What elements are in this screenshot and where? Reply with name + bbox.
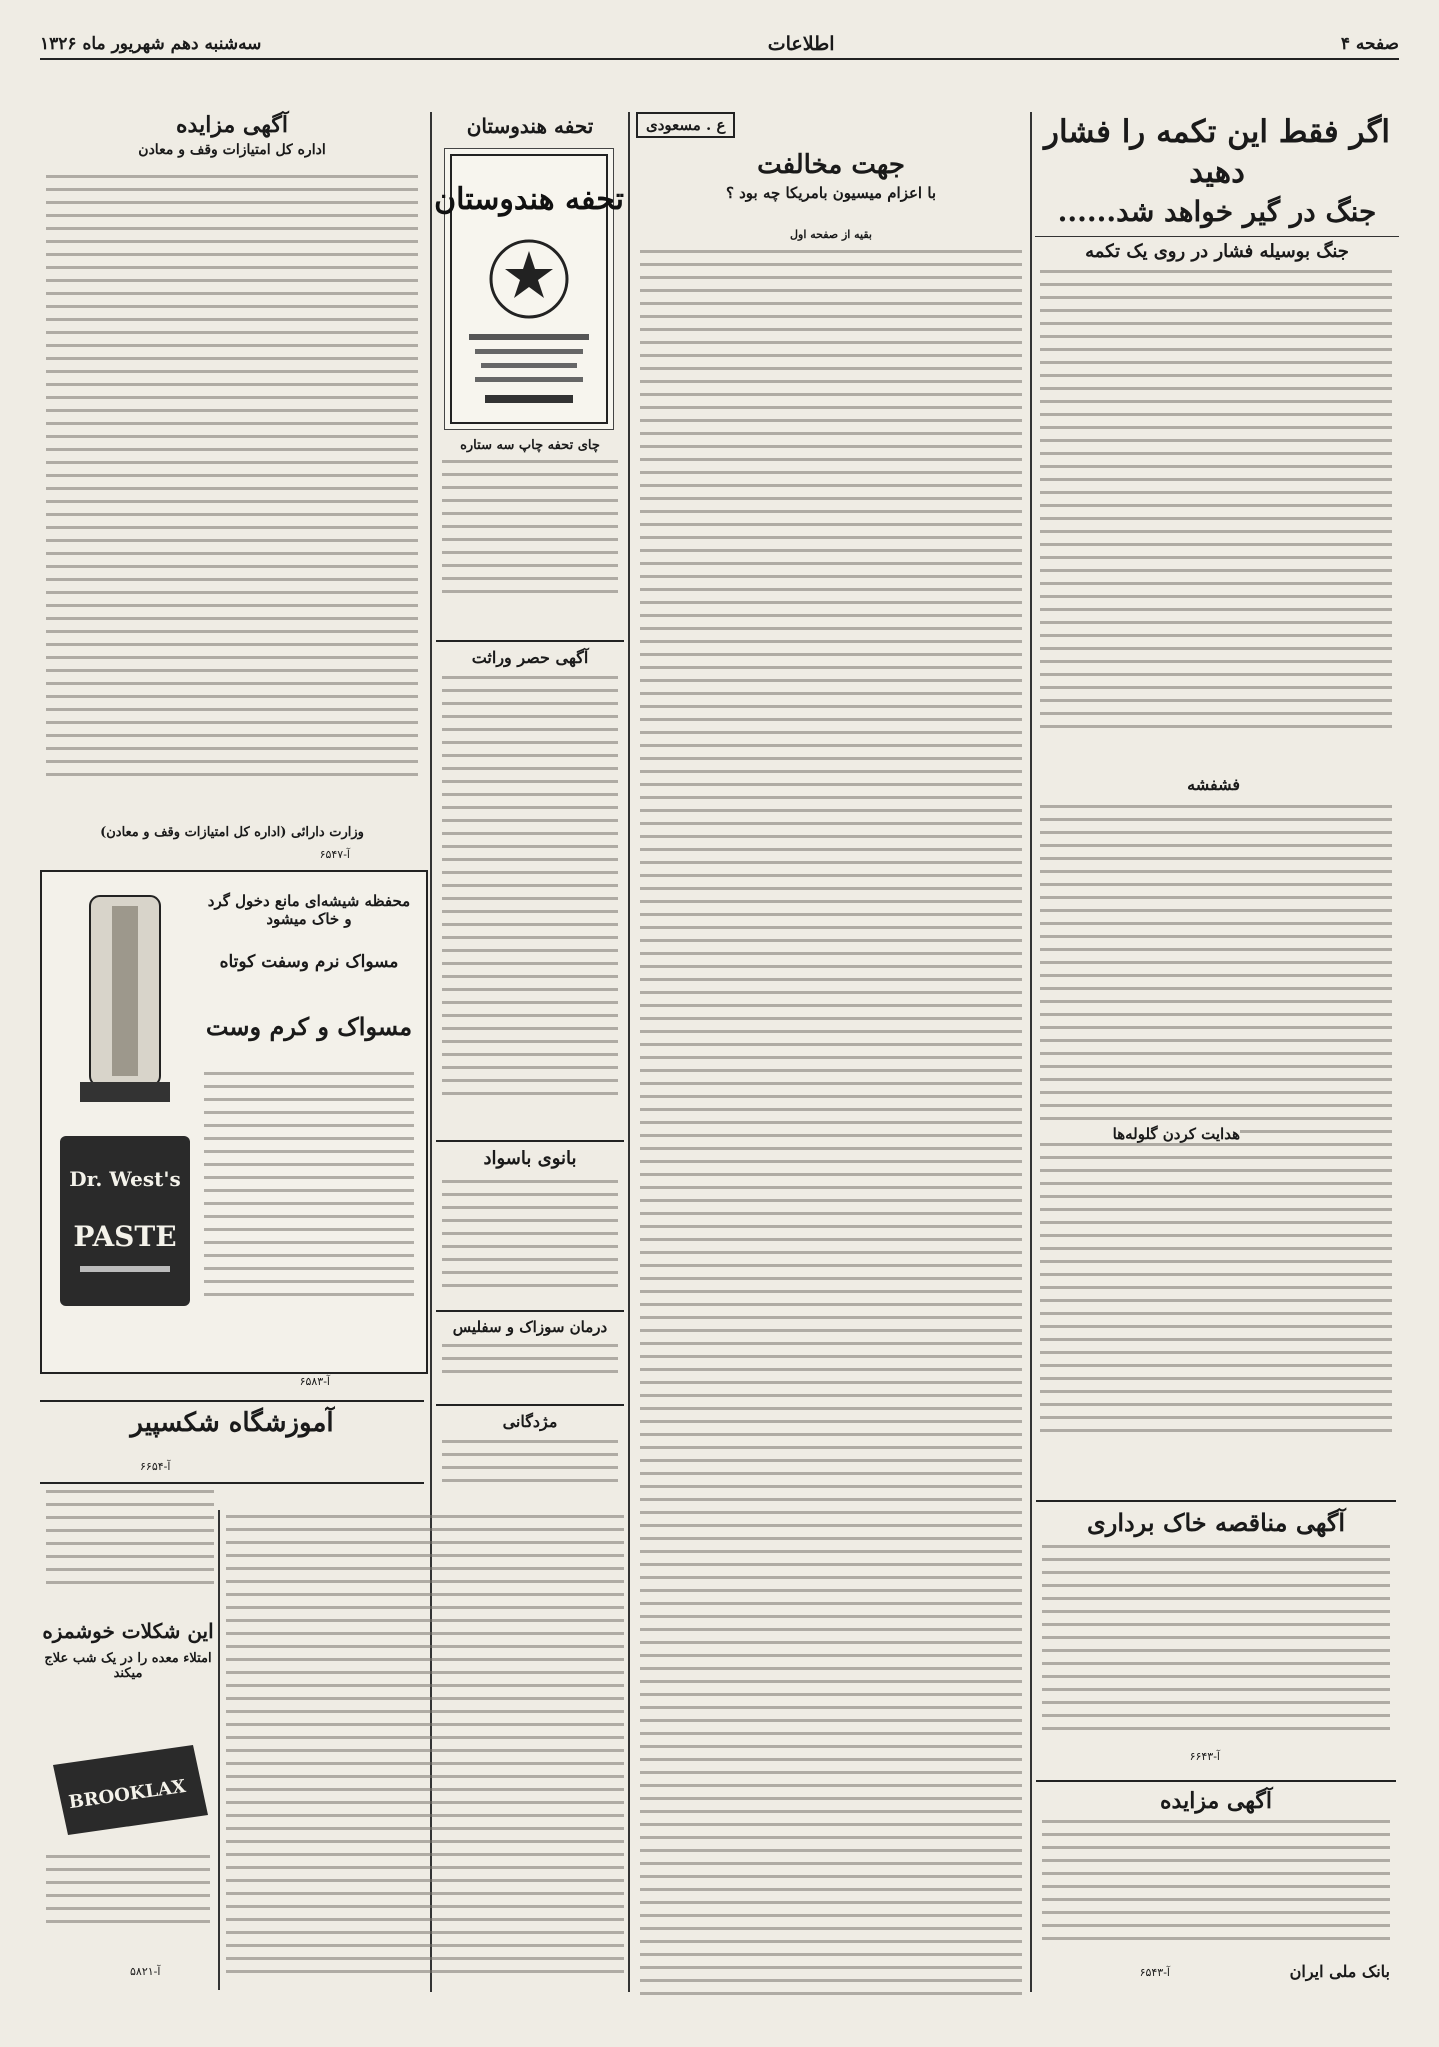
- chocolate-ref: آ-۵۸۲۱: [130, 1965, 161, 1978]
- dentistry-title: درمان سوزاک و سفلیس: [452, 1318, 608, 1336]
- toothpaste-line3: مسواک و کرم وست: [205, 1012, 413, 1041]
- auction-top-footer: وزارت دارائی (اداره کل امتیازات وقف و معادن): [100, 825, 364, 840]
- school-title: آموزشگاه شکسپیر: [130, 1408, 334, 1438]
- laxative-box-illustration: [43, 1735, 213, 1845]
- lady-body: [442, 1180, 618, 1300]
- tender-ref: آ-۶۶۴۳: [1189, 1750, 1220, 1763]
- auction-bottom-ref: آ-۶۵۴۳: [1139, 1966, 1170, 1979]
- tea-logo-icon: [434, 149, 624, 429]
- byline: ع . مسعودی: [636, 112, 735, 138]
- headline-line2: جنگ در گیر خواهد شد......: [1057, 195, 1377, 228]
- lady-title: بانوی باسواد: [483, 1148, 577, 1169]
- headline-subhead: جنگ بوسیله فشار در روی یک تکمه: [1035, 236, 1399, 267]
- section-heading: فشفشه: [1187, 775, 1240, 794]
- toothpaste-body: [204, 1072, 414, 1332]
- chocolate-sub: امتلاء معده را در یک شب علاج میکند: [44, 1651, 212, 1681]
- toothpaste-ref: آ-۶۵۸۳: [299, 1375, 330, 1388]
- auction-top-org: اداره کل امتیازات وقف و معادن: [138, 142, 326, 158]
- opposition-title: جهت مخالفت: [757, 150, 905, 180]
- continuation-note: بقیه از صفحه اول: [790, 228, 872, 241]
- chocolate-brand: BROOKLAX: [67, 1775, 188, 1814]
- article-body: [1040, 805, 1392, 1485]
- toothpaste-brand: Dr. West's: [69, 1167, 181, 1191]
- toothpaste-tube-label: PASTE: [73, 1220, 177, 1253]
- gift-ad-caption: چای تحفه چاپ سه ستاره: [460, 438, 600, 453]
- auction-top-ref: آ-۶۵۴۷: [319, 848, 350, 861]
- toothpaste-line2: مسواک نرم وسفت کوتاه: [219, 952, 399, 972]
- small-notice-body: [46, 1490, 214, 1610]
- column-rule: [1030, 112, 1032, 1992]
- dentistry-body: [442, 1344, 618, 1394]
- opposition-header: [636, 112, 1026, 222]
- toothpaste-line1: محفظه شیشه‌ای مانع دخول گرد و خاک میشود: [207, 892, 411, 928]
- tea-package-illustration: [434, 148, 624, 430]
- auction-top-title: آگهی مزایده: [176, 112, 288, 138]
- inheritance-title: آگهی حصر وراثت: [471, 648, 589, 667]
- page-label: صفحه ۴: [1340, 34, 1399, 54]
- column-rule: [218, 1510, 220, 1990]
- opposition-subtitle: با اعزام میسیون بامریکا چه بود ؟: [725, 184, 937, 202]
- tea-logo-text: تحفه هندوستان: [434, 182, 624, 217]
- auction-top-body: [46, 175, 418, 815]
- inheritance-body: [442, 676, 618, 1136]
- paper-name: اطلاعات: [767, 33, 835, 55]
- section-heading: هدایت کردن گلوله‌ها: [1040, 1125, 1240, 1143]
- reward-body: [442, 1440, 618, 1500]
- auction-bottom-title: آگهی مزایده: [1160, 1788, 1272, 1814]
- tender-body: [1042, 1545, 1390, 1745]
- reward-title: مژدگانی: [502, 1412, 558, 1431]
- issue-date: سه‌شنبه دهم شهریور ماه ۱۳۲۶: [40, 34, 262, 54]
- tender-title: آگهی مناقصه خاک برداری: [1086, 1508, 1346, 1537]
- chocolate-body: [46, 1855, 210, 1955]
- auction-bottom-signature: بانک ملی ایران: [1289, 1962, 1390, 1981]
- school-ref: آ-۶۶۵۴: [140, 1460, 171, 1473]
- opposition-body: [640, 250, 1022, 1990]
- page-header: [40, 30, 1399, 60]
- auction-bottom-body: [1042, 1820, 1390, 1950]
- gift-ad-title: تحفه هندوستان: [466, 114, 594, 138]
- toothpaste-ad: [40, 870, 428, 1374]
- headline-line1: اگر فقط این تکمه را فشار دهید: [1044, 114, 1390, 190]
- embassy-article-body: [226, 1515, 624, 1985]
- chocolate-headline: این شکلات خوشمزه: [42, 1619, 214, 1643]
- chocolate-ad: [40, 1615, 216, 1985]
- toothbrush-jar-illustration: [50, 886, 200, 1356]
- school-ad: [40, 1400, 424, 1484]
- main-headline-block: [1035, 112, 1399, 262]
- article-body: [1040, 270, 1392, 770]
- gift-ad-body: [442, 460, 618, 610]
- column-rule: [628, 112, 630, 1992]
